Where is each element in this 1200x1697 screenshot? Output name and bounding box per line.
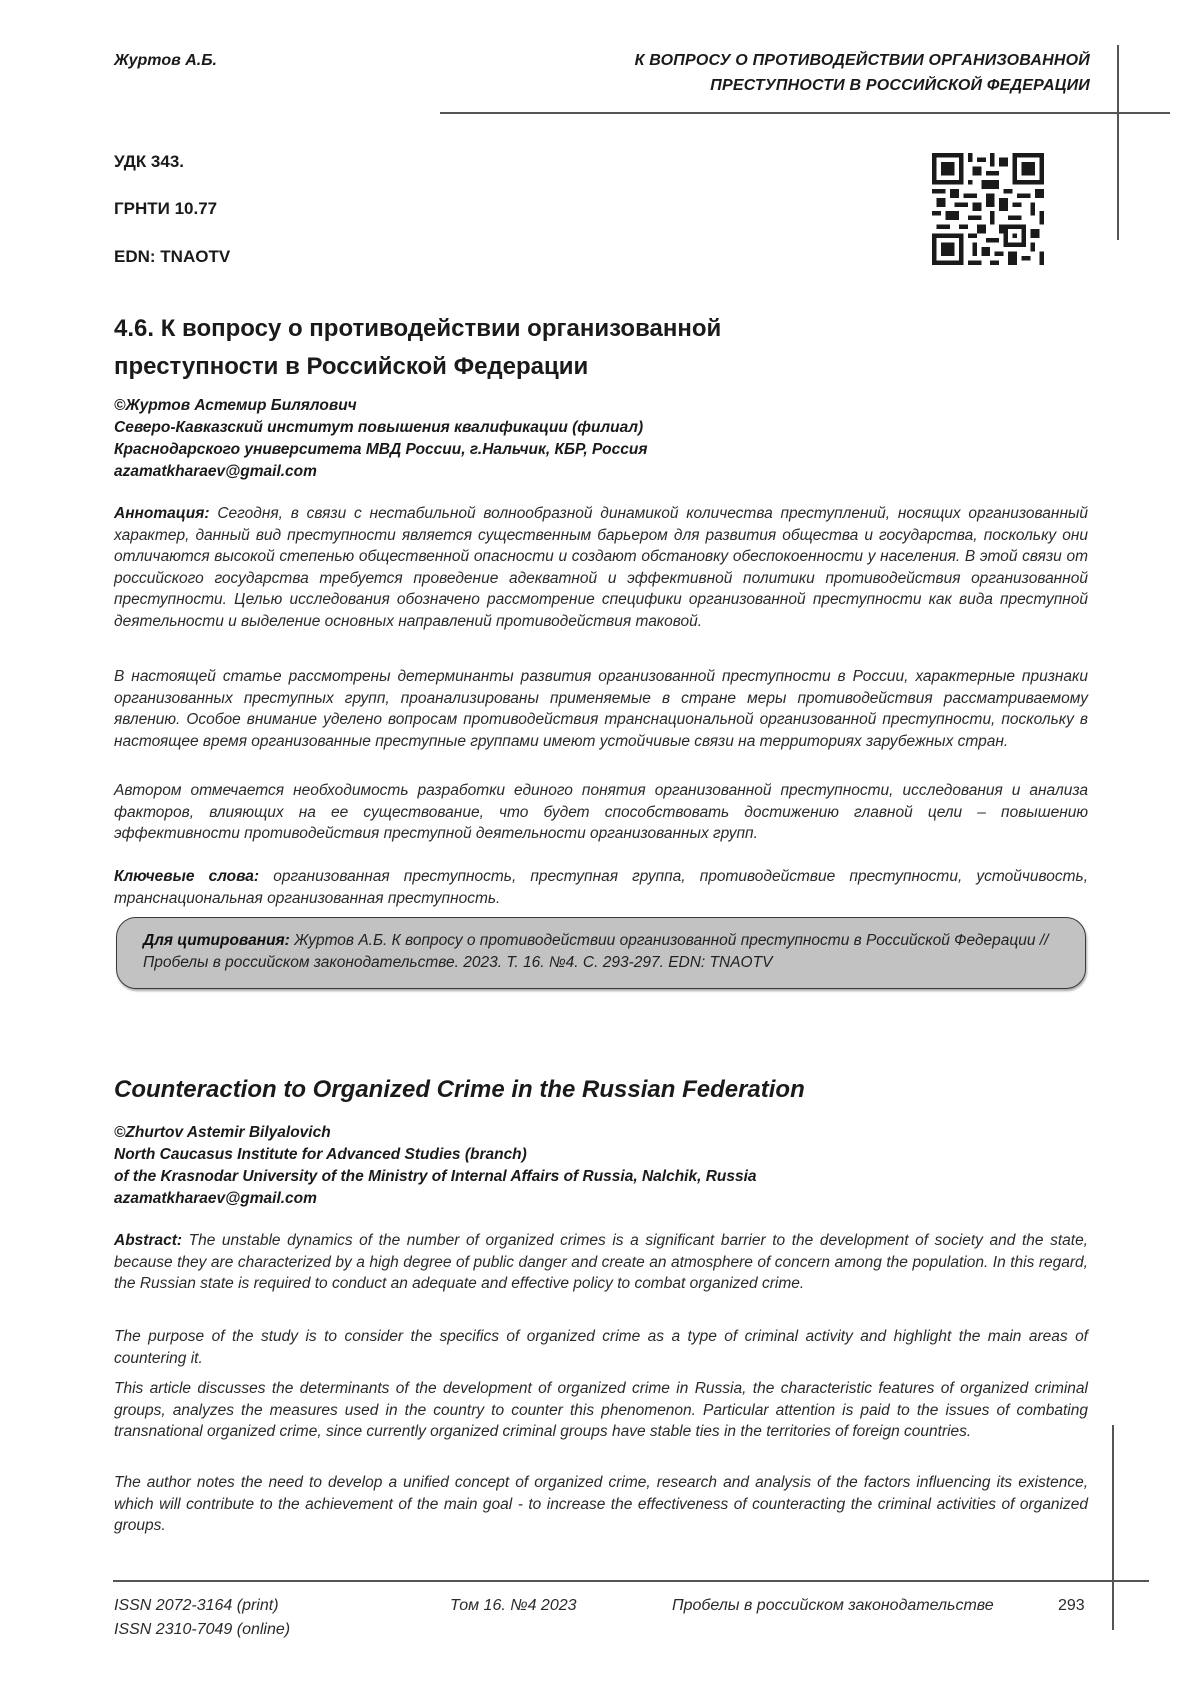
article-title-en: Counteraction to Organized Crime in the Russian Federation (114, 1076, 805, 1103)
affiliation-en-line1: North Caucasus Institute for Advanced Studies (branch) (114, 1146, 527, 1163)
abstract-en-p1 (114, 1230, 1088, 1295)
issn-online: ISSN 2310-7049 (online) (114, 1621, 291, 1638)
volume-issue: Том 16. №4 2023 (450, 1597, 577, 1614)
edn-code: EDN: TNAOTV (114, 247, 231, 266)
article-title-ru-line1: 4.6. К вопросу о противодействии организованной (114, 315, 722, 342)
running-title-line1: К ВОПРОСУ О ПРОТИВОДЕЙСТВИИ ОРГАНИЗОВАННОЙ (634, 52, 1090, 69)
abstract-en-p2: The purpose of the study is to consider the specifics of organized crime as a type of criminal activity and highlight the main areas of countering it. (114, 1328, 1088, 1367)
running-author: Журтов А.Б. (114, 52, 217, 69)
author-email-ru[interactable]: azamatkharaev@gmail.com (114, 463, 317, 480)
abstract-en-label: Abstract: (114, 1232, 183, 1249)
abstract-ru-p1 (114, 503, 1088, 633)
citation-label: Для цитирования: (143, 932, 290, 949)
citation-text (143, 930, 1063, 974)
header-horizontal-rule (440, 112, 1170, 114)
author-name-en: ©Zhurtov Astemir Bilyalovich (114, 1124, 331, 1141)
abstract-ru-label: Аннотация: (114, 505, 210, 522)
abstract-ru-p1-text: Сегодня, в связи с нестабильной волнообразной динамикой количества преступлений, носящих организованный характер, данный вид преступности является существенным барьером для развития общества и государства, поскольку они отличаются высокой степенью общественной опасности и создают обстановку обеспокоенности у населения. В этой связи от российского государства требуется проведение адекватной и эффективной политики противодействия организованной преступности. Целью исследования обозначено рассмотрение специфики организованной преступности как вида преступной деятельности и выделение основных направлений противодействия таковой. (114, 505, 1089, 630)
footer-horizontal-rule (113, 1580, 1149, 1582)
issn-print: ISSN 2072-3164 (print) (114, 1597, 279, 1614)
keywords-ru (114, 866, 1088, 909)
header-vertical-rule (1117, 45, 1119, 240)
journal-name: Пробелы в российском законодательстве (672, 1597, 994, 1614)
page-number: 293 (1058, 1597, 1085, 1614)
abstract-en-p1-text: The unstable dynamics of the number of organized crimes is a significant barrier to the development of society and the state, because they are characterized by a high degree of public danger and create an atmosphere of concern among the population. In this regard, the Russian state is required to conduct an adequate and effective policy to combat organized crime. (114, 1232, 1088, 1293)
citation-box (116, 917, 1086, 989)
affiliation-ru-line1: Северо-Кавказский институт повышения квалификации (филиал) (114, 419, 644, 436)
affiliation-en-line2: of the Krasnodar University of the Ministry of Internal Affairs of Russia, Nalchik, Russia (114, 1168, 757, 1185)
footer-vertical-rule (1112, 1425, 1114, 1630)
abstract-en-p3: This article discusses the determinants of the development of organized crime in Russia, the characteristic features of organized criminal groups, analyzes the measures used in the country to counter this phenomenon. Particular attention is paid to the issues of combating transnational organized crime, since currently organized criminal groups have stable ties in the territories of foreign countries. (114, 1380, 1088, 1441)
article-title-ru (114, 310, 874, 386)
author-block-ru (114, 395, 1094, 483)
abstract-ru-p3: Автором отмечается необходимость разработки единого понятия организованной преступности, исследования и анализа факторов, влияющих на ее существование, что будет способствовать достижению главной цели – повышению эффективности противодействия преступной деятельности организованных групп. (114, 782, 1088, 843)
running-title (450, 48, 1090, 98)
grnti-code: ГРНТИ 10.77 (114, 199, 218, 218)
running-title-line2: ПРЕСТУПНОСТИ В РОССИЙСКОЙ ФЕДЕРАЦИИ (710, 77, 1090, 94)
author-block-en (114, 1122, 1094, 1210)
qr-code-icon (932, 153, 1044, 265)
author-email-en[interactable]: azamatkharaev@gmail.com (114, 1190, 317, 1207)
article-title-ru-line2: преступности в Российской Федерации (114, 353, 589, 380)
affiliation-ru-line2: Краснодарского университета МВД России, г.Нальчик, КБР, Россия (114, 441, 648, 458)
keywords-ru-text: организованная преступность, преступная группа, противодействие преступности, устойчивость, транснациональная организованная преступность. (114, 868, 1088, 907)
abstract-ru-p2: В настоящей статье рассмотрены детерминанты развития организованной преступности в России, характерные признаки организованных преступных групп, проанализированы применяемые в стране меры противодействия рассматриваемому явлению. Особое внимание уделено вопросам противодействия транснациональной организованной преступности, поскольку в настоящее время организованные преступные группами имеют устойчивые связи на территориях зарубежных стран. (114, 668, 1088, 750)
keywords-ru-label: Ключевые слова: (114, 868, 260, 885)
citation-body: Журтов А.Б. К вопросу о противодействии организованной преступности в Российской Федерации // Пробелы в российском законодательстве. 2023. Т. 16. №4. С. 293-297. EDN: TNAOTV (143, 932, 1049, 971)
abstract-en-p4: The author notes the need to develop a unified concept of organized crime, research and analysis of the factors influencing its existence, which will contribute to the achievement of the main goal - to increase the effectiveness of counteracting the criminal activities of organized groups. (114, 1474, 1088, 1535)
author-name-ru: ©Журтов Астемир Билялович (114, 397, 357, 414)
udk-code: УДК 343. (114, 152, 185, 171)
